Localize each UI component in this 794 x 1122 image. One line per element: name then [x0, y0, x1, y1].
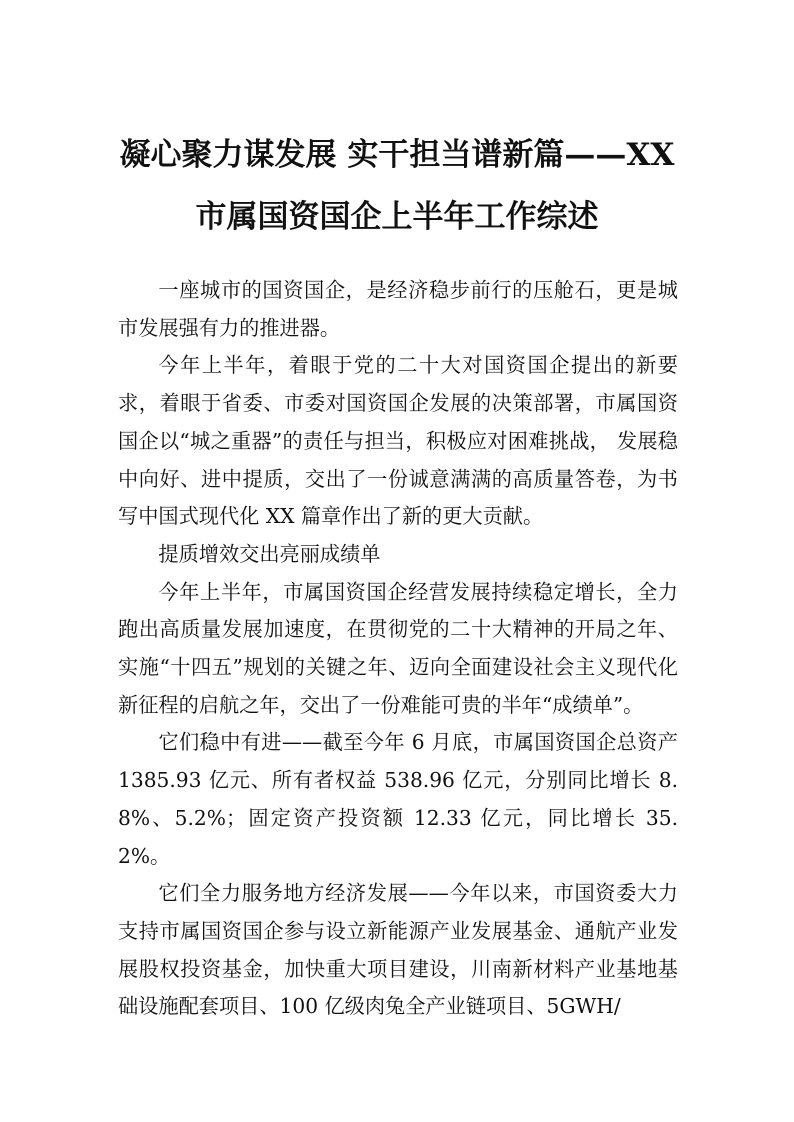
title-line-2: 市属国资国企上半年工作综述: [195, 199, 599, 235]
document-title: [100, 124, 694, 248]
paragraph: 它们全力服务地方经济发展——今年以来，市国资委大力支持市属国资国企参与设立新能源产业发展基金、通航产业发展股权投资基金，加快重大项目建设，川南新材料产业基地基础设施配套项目、100 亿级肉兔全产业链项目、5GWH/: [118, 881, 678, 1019]
title-line-1: 凝心聚力谋发展 实干担当谱新篇——XX: [119, 137, 675, 173]
document-body: [118, 272, 678, 1026]
paragraph: 一座城市的国资国企，是经济稳步前行的压舱石，更是城市发展强有力的推进器。: [118, 278, 678, 340]
paragraph: 今年上半年，着眼于党的二十大对国资国企提出的新要求，着眼于省委、市委对国资国企发展的决策部署，市属国资国企以“城之重器”的责任与担当，积极应对困难挑战， 发展稳中向好、进中提质，交出了一份诚意满满的高质量答卷，为书写中国式现代化 XX 篇章作出了新的更大贡献。: [118, 353, 678, 529]
paragraph: 今年上半年，市属国资国企经营发展持续稳定增长，全力跑出高质量发展加速度，在贯彻党的二十大精神的开局之年、实施“十四五”规划的关键之年、迈向全面建设社会主义现代化新征程的启航之年，交出了一份难能可贵的半年“成绩单”。: [118, 579, 678, 717]
paragraph: 它们稳中有进——截至今年 6 月底，市属国资国企总资产 1385.93 亿元、所有者权益 538.96 亿元，分别同比增长 8.8%、5.2%；固定资产投资额 12.33 亿元，同比增长 35.2%。: [118, 730, 678, 868]
section-heading: 提质增效交出亮丽成绩单: [158, 541, 381, 566]
